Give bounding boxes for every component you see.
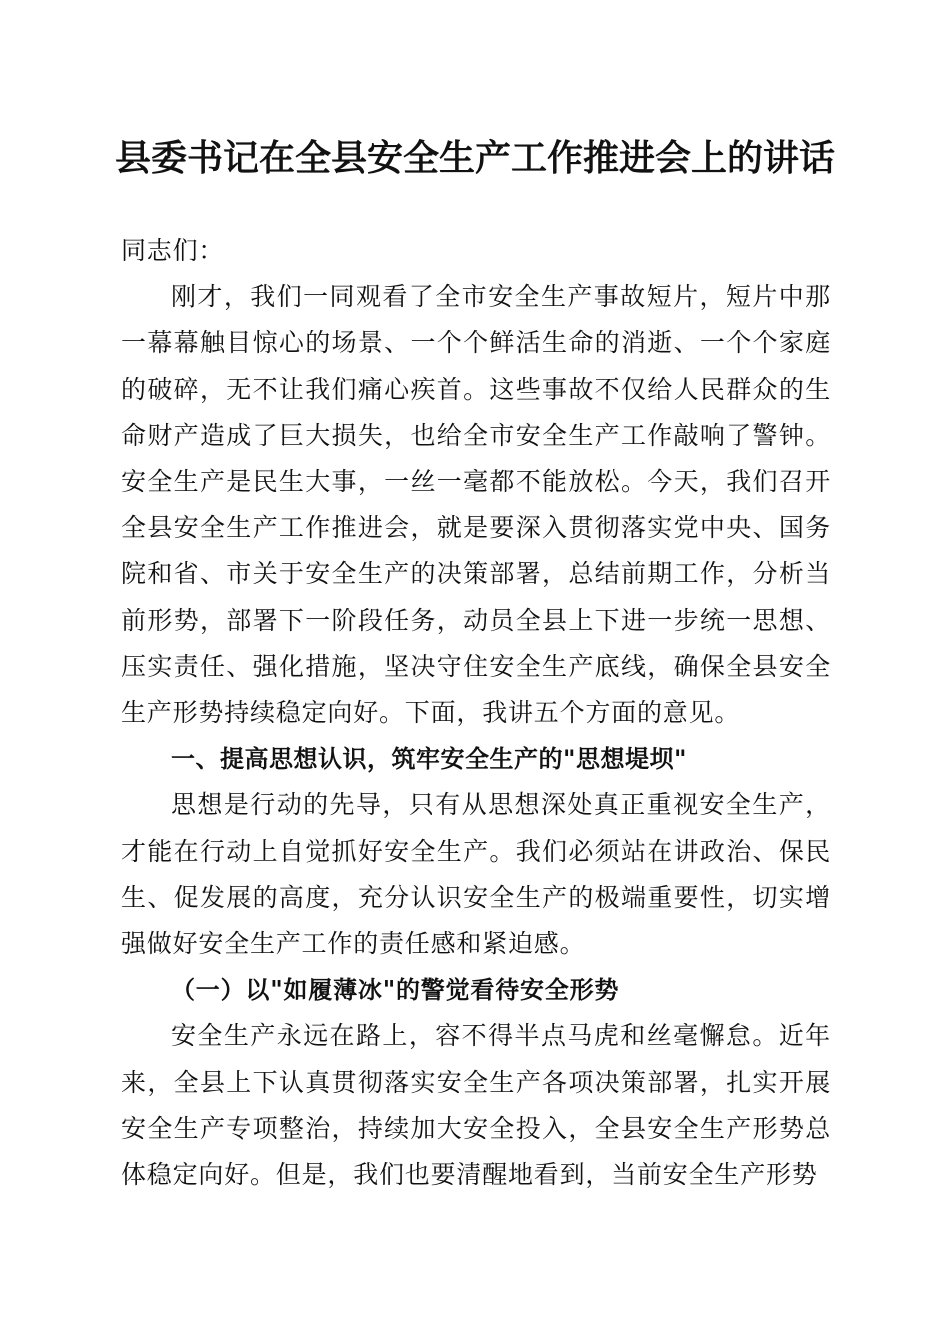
subsection-heading-1: （一）以"如履薄冰"的警觉看待安全形势: [171, 975, 620, 1005]
salutation: 同志们：: [121, 236, 225, 265]
section-heading-1: 一、提高思想认识，筑牢安全生产的"思想堤坝": [171, 745, 688, 774]
paragraph-section-1: 思想是行动的先导，只有从思想深处真正重视安全生产，才能在行动上自觉抓好安全生产。我们必须站在讲政治、保民生、促发展的高度，充分认识安全生产的极端重要性，切实增强做好安全生产工作的责任感和紧迫感。: [121, 790, 831, 959]
paragraph-intro: 刚才，我们一同观看了全市安全生产事故短片，短片中那一幕幕触目惊心的场景、一个个鲜活生命的消逝、一个个家庭的破碎，无不让我们痛心疾首。这些事故不仅给人民群众的生命财产造成了巨大损失，也给全市安全生产工作敲响了警钟。安全生产是民生大事，一丝一毫都不能放松。今天，我们召开全县安全生产工作推进会，就是要深入贯彻落实党中央、国务院和省、市关于安全生产的决策部署，总结前期工作，分析当前形势，部署下一阶段任务，动员全县上下进一步统一思想、压实责任、强化措施，坚决守住安全生产底线，确保全县安全生产形势持续稳定向好。下面，我讲五个方面的意见。: [121, 282, 831, 728]
paragraph-subsection-1: 安全生产永远在路上，容不得半点马虎和丝毫懈怠。近年来，全县上下认真贯彻落实安全生产各项决策部署，扎实开展安全生产专项整治，持续加大安全投入，全县安全生产形势总体稳定向好。但是，我们也要清醒地看到，当前安全生产形势: [121, 1021, 831, 1190]
document-title: 县委书记在全县安全生产工作推进会上的讲话: [114, 137, 835, 179]
document-body: [121, 228, 831, 1198]
